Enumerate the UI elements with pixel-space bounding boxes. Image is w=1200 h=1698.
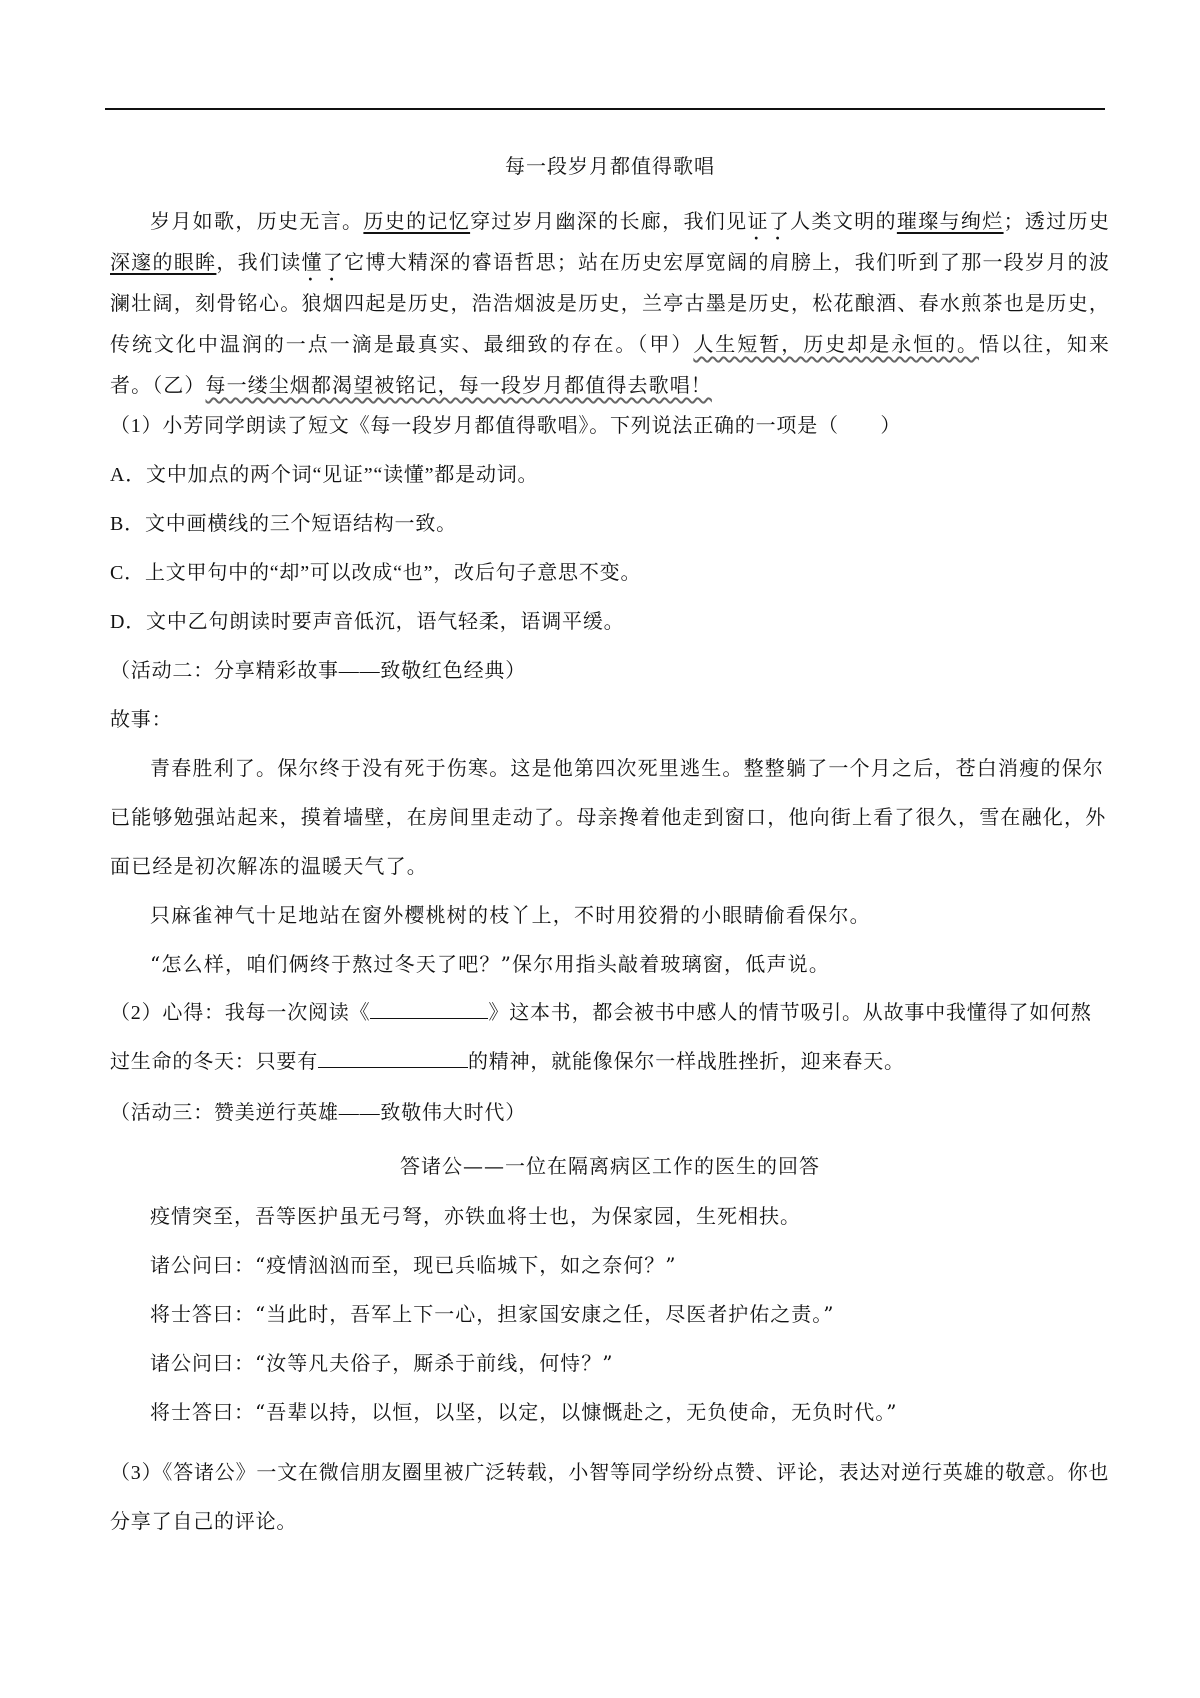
passage-text: 了它博大精深的睿语哲思；站在历史宏厚宽阔的肩膀上，我们听到了那一段岁月的波澜壮阔，刻骨铭心。狼烟四起是历史，浩浩烟波是历史，兰亭古墨是历史，松花酿酒、春水煎茶也是历史，传统文化中温润的一点一滴是最真实、最细致的存在。（甲） bbox=[110, 250, 1110, 356]
underlined-phrase-shining: 璀璨与绚烂 bbox=[896, 209, 1004, 233]
passage-text: ，我们 bbox=[216, 250, 281, 274]
essay-line: 诸公问曰：“汝等凡夫俗子，厮杀于前线，何恃？” bbox=[150, 1351, 614, 1375]
passage-paragraph bbox=[110, 201, 1110, 406]
dotted-char: 懂 bbox=[301, 250, 323, 274]
underlined-phrase-memory: 历史的记忆 bbox=[363, 209, 471, 233]
activity-3-heading: （活动三：赞美逆行英雄——致敬伟大时代） bbox=[110, 1102, 526, 1124]
question-2-text: 》这本书，都会被书中感人的情节吸引。从故事中我懂得了如何熬过生命的冬天：只要有 bbox=[110, 1002, 1092, 1073]
essay-line: 将士答曰：“吾辈以持，以恒，以坚，以定，以慷慨赴之，无负使命，无负时代。” bbox=[150, 1400, 898, 1424]
wavy-sentence-yi: 每一缕尘烟都渴望被铭记，每一段岁月都值得去歌唱！ bbox=[205, 373, 712, 397]
question-1-stem: （1）小芳同学朗读了短文《每一段岁月都值得歌唱》。下列说法正确的一项是（ ） bbox=[110, 415, 902, 437]
passage-text: 了人类文明的 bbox=[768, 209, 897, 233]
essay-title: 答诸公——一位在隔离病区工作的医生的回答 bbox=[400, 1154, 820, 1178]
option-c[interactable]: C．上文甲句中的“却”可以改成“也”，改后句子意思不变。 bbox=[110, 562, 642, 584]
spirit-blank[interactable] bbox=[318, 1049, 468, 1068]
passage-text: 岁月如歌，历史无言。 bbox=[150, 209, 364, 233]
dotted-char: 证 bbox=[747, 209, 769, 233]
option-a[interactable]: A．文中加点的两个词“见证”“读懂”都是动词。 bbox=[110, 464, 539, 486]
passage-title: 每一段岁月都值得歌唱 bbox=[505, 154, 715, 178]
question-2-text: 的精神，就能像保尔一样战胜挫折，迎来春天。 bbox=[468, 1051, 905, 1073]
story-paragraph: 只麻雀神气十足地站在窗外樱桃树的枝丫上，不时用狡猾的小眼睛偷看保尔。 bbox=[150, 903, 871, 927]
passage-text: 穿过岁月幽深的长廊，我们 bbox=[470, 209, 727, 233]
essay-line: 诸公问曰：“疫情汹汹而至，现已兵临城下，如之奈何？” bbox=[150, 1253, 677, 1277]
dotted-char: 见 bbox=[726, 209, 748, 233]
story-paragraph: “怎么样，咱们俩终于熬过冬天了吧？”保尔用指头敲着玻璃窗，低声说。 bbox=[150, 952, 831, 976]
option-b[interactable]: B．文中画横线的三个短语结构一致。 bbox=[110, 513, 457, 535]
passage-text: 悟以往，知来者。（乙） bbox=[110, 332, 1110, 397]
question-3: （3）《答诸公》一文在微信朋友圈里被广泛转载，小智等同学纷纷点赞、评论，表达对逆行英雄的敬意。你也分享了自己的评论。 bbox=[110, 1462, 1110, 1533]
activity-2-heading: （活动二：分享精彩故事——致敬红色经典） bbox=[110, 660, 526, 682]
question-2-text: （2）心得：我每一次阅读《 bbox=[110, 1002, 371, 1024]
wavy-sentence-jia: 人生短暂，历史却是永恒的。 bbox=[693, 332, 980, 356]
story-paragraph: 青春胜利了。保尔终于没有死于伤寒。这是他第四次死里逃生。整整躺了一个月之后，苍白消瘦的保尔已能够勉强站起来，摸着墙壁，在房间里走动了。母亲搀着他走到窗口，他向街上看了很久，雪在融化，外面已经是初次解冻的温暖天气了。 bbox=[110, 756, 1107, 878]
underlined-phrase-deep: 深邃的眼眸 bbox=[110, 250, 217, 274]
question-2 bbox=[110, 989, 1110, 1087]
header-rule bbox=[105, 108, 1105, 110]
essay-line: 将士答曰：“当此时，吾军上下一心，担家国安康之任，尽医者护佑之责。” bbox=[150, 1302, 835, 1326]
story-label: 故事： bbox=[110, 709, 173, 731]
essay-line: 疫情突至，吾等医护虽无弓弩，亦铁血将士也，为保家园，生死相扶。 bbox=[150, 1204, 801, 1228]
dotted-char: 读 bbox=[280, 250, 302, 274]
book-title-blank[interactable] bbox=[370, 1000, 488, 1019]
exam-page bbox=[110, 150, 1110, 1547]
option-d[interactable]: D．文中乙句朗读时要声音低沉，语气轻柔，语调平缓。 bbox=[110, 611, 625, 633]
passage-text: ；透过历史 bbox=[1003, 209, 1111, 233]
